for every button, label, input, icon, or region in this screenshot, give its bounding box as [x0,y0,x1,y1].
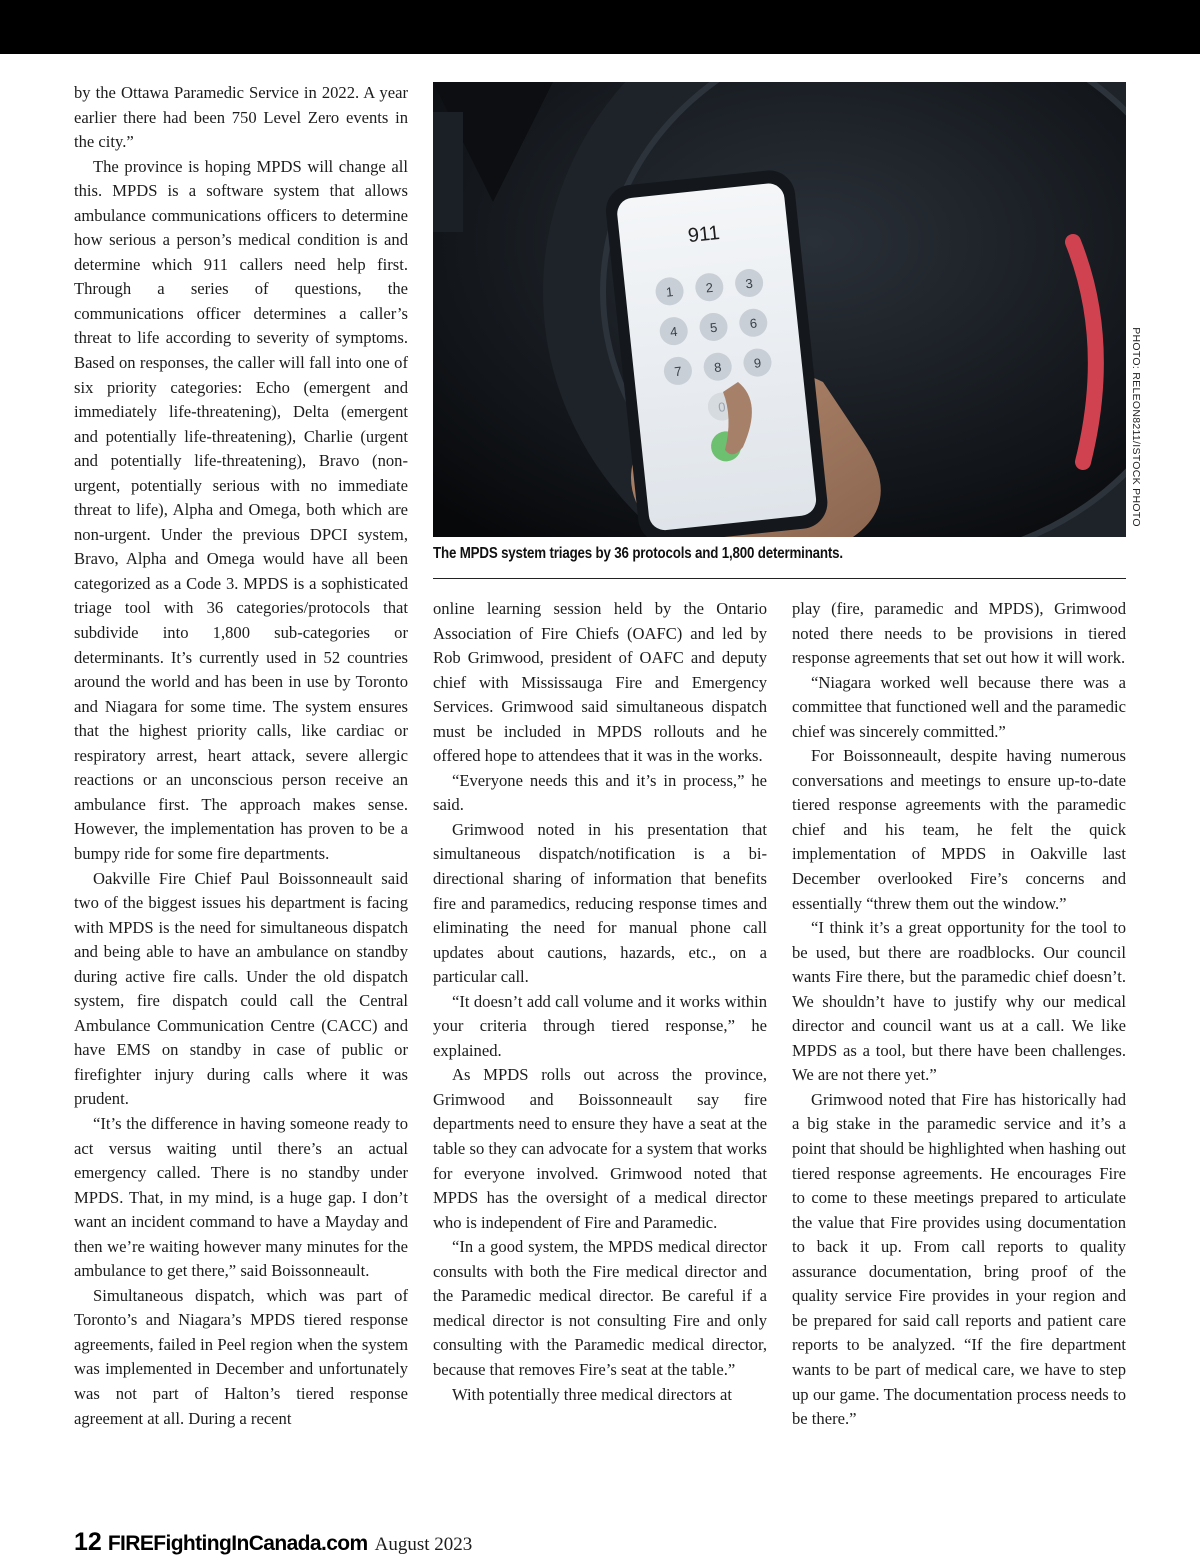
paragraph: “It’s the difference in having someone ready to act versus waiting until there’s an actual emergency called. There is no standby under MPDS. That, in my mind, is a huge gap. I don’t want an incident command to have a Mayday and then we’re waiting however many minutes for the ambulance to get there,” said Boissonneault. [74,1113,408,1281]
article-photo [433,82,1126,537]
top-black-bar [0,0,1200,54]
paragraph: play (fire, paramedic and MPDS), Grimwood noted there needs to be provisions in tiered response agreements that set out how it will work. [792,599,1126,668]
phone-911-illustration [433,82,1126,537]
paragraph: “It doesn’t add call volume and it works within your criteria through tiered response,” he explained. [433,991,767,1060]
paragraph: The province is hoping MPDS will change all this. MPDS is a software system that allows ambulance communications officers to determine how serious a person’s medical condition is and determine which 911 callers need help first. Through a series of questions, the communications officer determines a caller’s threat to life according to severity of symptoms. Based on responses, the caller will fall into one of six priority categories: Echo (emergent and immediately life-threatening), Delta (emergent and potentially life-threatening), Charlie (urgent and potentially life-threatening), Bravo (non-urgent, potentially serious with no immediate threat to life), Alpha and Omega, both which are non-urgent. Under the previous DPCI system, Bravo, Alpha and Omega would have all been categorized as a Code 3. MPDS is a sophisticated triage tool with 36 categories/protocols that subdivide into 1,800 sub-categories or determinants. It’s currently used in 52 countries around the world and has been in use by Toronto and Niagara for some time. The system ensures that the highest priority calls, like cardiac or respiratory arrest, heart attack, severe allergic reactions or an unconscious person receive an ambulance first. The approach makes sense. However, the implementation has proven to be a bumpy ride for some fire departments. [74,156,408,863]
paragraph: Grimwood noted in his presentation that simultaneous dispatch/notification is a bi-directional sharing of information that benefits fire and paramedics, reducing response times and eliminating the need for manual phone call updates about cautions, hazards, etc., on a particular call. [433,819,767,987]
paragraph: online learning session held by the Ontario Association of Fire Chiefs (OAFC) and led by Rob Grimwood, president of OAFC and deputy chief with Mississauga Fire and Emergency Services. Grimwood said simultaneous dispatch must be included in MPDS rollouts and he offered hope to attendees that it was in the works. [433,599,767,766]
keypad-key: 7 [673,363,683,380]
keypad-key: 9 [753,355,762,371]
keypad-key: 5 [709,319,718,336]
article-column-2 [433,597,767,1407]
caption-divider [433,578,1126,579]
photo-caption: The MPDS system triages by 36 protocols and 1,800 determinants. [433,545,843,562]
paragraph: As MPDS rolls out across the province, Grimwood and Boissonneault say fire departments need to ensure they have a seat at the table so they can advocate for a system that works for everyone involved. Grimwood noted that MPDS has the oversight of a medical director who is independent of Fire and Paramedic. [433,1065,767,1232]
keypad-key: 1 [665,284,674,300]
paragraph: Grimwood noted that Fire has historically had a big stake in the paramedic service and it’s a point that should be highlighted when hashing out tiered response agreements. He encourages Fire to come to these meetings prepared to articulate the value that Fire provides using documentation to back it up. From call reports to quality assurance documentation, bring proof of the quality service Fire provides in your region and be prepared for said call reports and patient care reports to be analyzed. “If the fire department wants to be part of medical care, we have to step up our game. The documentation process needs to be there.” [792,1089,1126,1429]
keypad-key: 0 [717,399,727,415]
paragraph: With potentially three medical directors at [452,1384,732,1404]
page-number: 12 [74,1528,102,1556]
keypad-key: 4 [669,323,679,340]
keypad-key: 6 [748,315,758,332]
article-column-3 [792,597,1126,1432]
paragraph: Simultaneous dispatch, which was part of Toronto’s and Niagara’s MPDS tiered response agreements, failed in Peel region when the system was implemented in December and unfortunately was not part of Halton’s tiered response agreement at all. During a recent [74,1285,408,1428]
photo-credit: PHOTO: RELEON8211/ISTOCK PHOTO [1130,327,1142,527]
issue-date: August 2023 [374,1534,473,1555]
page-footer [74,1528,472,1564]
paragraph: “I think it’s a great opportunity for the tool to be used, but there are roadblocks. Our council wants Fire there, but the paramedic chief doesn’t. We shouldn’t have to justify why our medical director and council want us at a call. We like MPDS as a tool, but there have been challenges. We are not there yet.” [792,918,1126,1085]
keypad-key: 3 [744,275,754,292]
paragraph: “In a good system, the MPDS medical director consults with both the Fire medical director and the Paramedic medical director. Be careful if a medical director is not consulting Fire and only consulting with the Paramedic medical director, because that removes Fire’s seat at the table.” [433,1237,767,1379]
paragraph: by the Ottawa Paramedic Service in 2022. A year earlier there had been 750 Level Zero events in the city.” [74,83,408,152]
keypad-key: 8 [713,359,723,376]
article-column-1 [74,81,408,1431]
paragraph: “Niagara worked well because there was a committee that functioned well and the paramedic chief was sincerely committed.” [792,672,1126,741]
paragraph: Oakville Fire Chief Paul Boissonneault said two of the biggest issues his department is facing with MPDS is the need for simultaneous dispatch and being able to have an ambulance on standby during active fire calls. Under the old dispatch system, fire dispatch could call the Central Ambulance Communication Centre (CACC) and have EMS on standby in case of public or firefighter injury during calls where it was prudent. [74,868,408,1109]
keypad-key: 2 [705,279,714,296]
paragraph: “Everyone needs this and it’s in process,” he said. [433,770,767,815]
publication-site: FIREFightingInCanada.com [107,1532,368,1555]
paragraph: For Boissonneault, despite having numerous conversations and meetings to ensure up-to-date tiered response agreements with the paramedic chief and his team, he felt the quick implementation of MPDS in Oakville last December overlooked Fire’s concerns and essentially “threw them out the window.” [792,746,1126,913]
screen-dialed-number: 911 [686,221,721,248]
